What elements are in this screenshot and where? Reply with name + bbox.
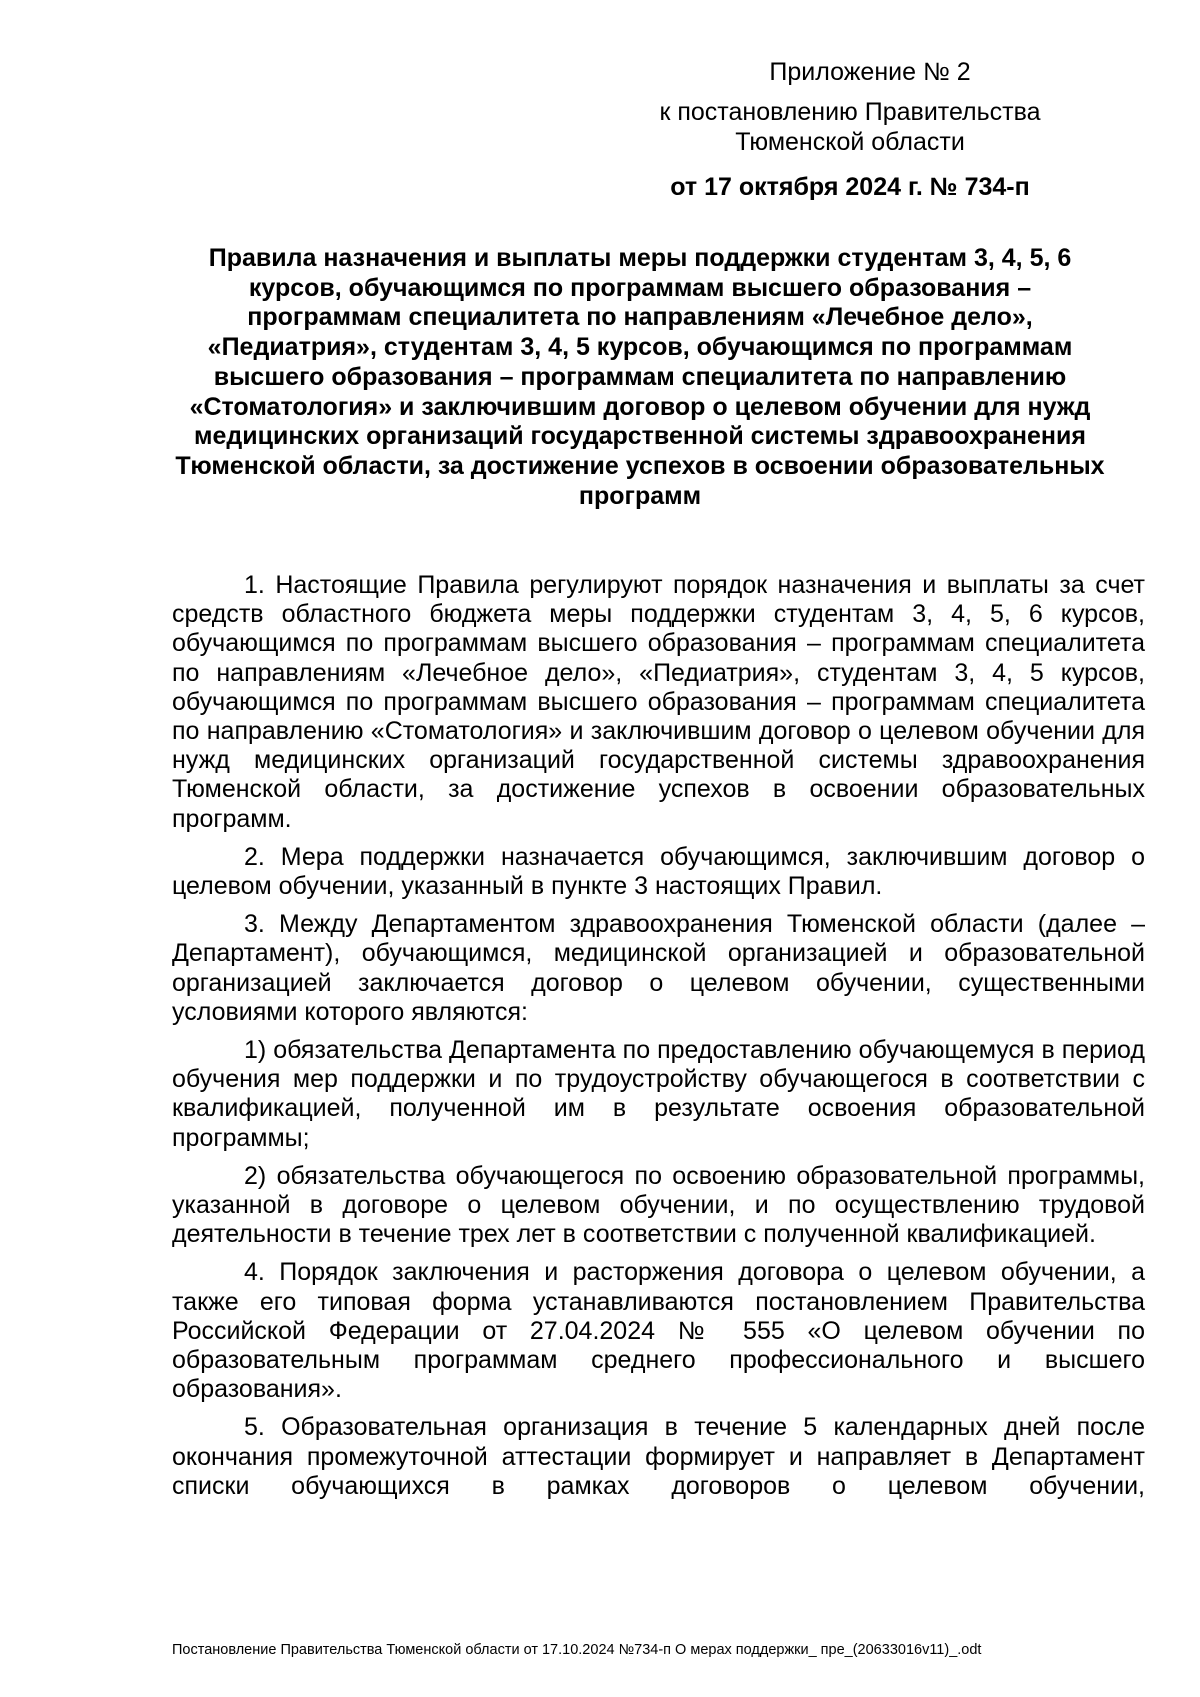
appendix-reference bbox=[640, 97, 1060, 157]
appendix-title: Приложение № 2 bbox=[769, 58, 971, 86]
rules-title: Правила назначения и выплаты меры поддержки студентам 3, 4, 5, 6 курсов, обучающимся по программам высшего образования – программам специалитета по направлениям «Лечебное дело», «Педиатрия», студентам 3, 4, 5 курсов, обучающимся по программам высшего образования – программам специалитета по направлению «Стоматология» и заключившим договор о целевом обучении для нужд медицинских организаций государственной системы здравоохранения Тюменской области, за достижение успехов в освоении образовательных программ bbox=[175, 244, 1105, 510]
paragraph-2: 2. Мера поддержки назначается обучающимся, заключившим договор о целевом обучении, указанный в пункте 3 настоящих Правил. bbox=[172, 842, 1145, 901]
paragraph-4: 4. Порядок заключения и расторжения договора о целевом обучении, а также его типовая форма устанавливаются постановлением Правительства Российской Федерации от 27.04.2024 № 555 «О целевом обучении по образовательным программам среднего профессионального и высшего образования». bbox=[172, 1258, 1145, 1404]
paragraph-3-item-2: 2) обязательства обучающегося по освоению образовательной программы, указанной в договоре о целевом обучении, и по осуществлению трудовой деятельности в течение трех лет в соответствии с полученной квалификацией. bbox=[172, 1161, 1145, 1249]
paragraph-3: 3. Между Департаментом здравоохранения Тюменской области (далее – Департамент), обучающимся, медицинской организацией и образовательной организацией заключается договор о целевом обучении, существенными условиями которого являются: bbox=[172, 910, 1145, 1026]
appendix-date-number: от 17 октября 2024 г. № 734-п bbox=[670, 173, 1030, 201]
footer-filename: Постановление Правительства Тюменской области от 17.10.2024 №734-п О мерах поддержки_ пре_(20633016v11)_.odt bbox=[172, 1642, 982, 1658]
paragraph-5: 5. Образовательная организация в течение 5 календарных дней после окончания промежуточной аттестации формирует и направляет в Департамент списки обучающихся в рамках договоров о целевом обучении, bbox=[172, 1413, 1145, 1500]
paragraph-1: 1. Настоящие Правила регулируют порядок назначения и выплаты за счет средств областного бюджета меры поддержки студентам 3, 4, 5, 6 курсов, обучающимся по программам высшего образования – программам специалитета по направлениям «Лечебное дело», «Педиатрия», студентам 3, 4, 5 курсов, обучающимся по программам высшего образования – программам специалитета по направлению «Стоматология» и заключившим договор о целевом обучении для нужд медицинских организаций государственной системы здравоохранения Тюменской области, за достижение успехов в освоении образовательных программ. bbox=[172, 571, 1145, 833]
appendix-reference-line1: к постановлению Правительства bbox=[659, 98, 1041, 126]
paragraph-3-item-1: 1) обязательства Департамента по предоставлению обучающемуся в период обучения мер поддержки и по трудоустройству обучающегося в соответствии с квалификацией, полученной им в результате освоения образовательной программы; bbox=[172, 1036, 1145, 1152]
document-body bbox=[172, 571, 1145, 1510]
appendix-reference-line2: Тюменской области bbox=[735, 128, 965, 156]
